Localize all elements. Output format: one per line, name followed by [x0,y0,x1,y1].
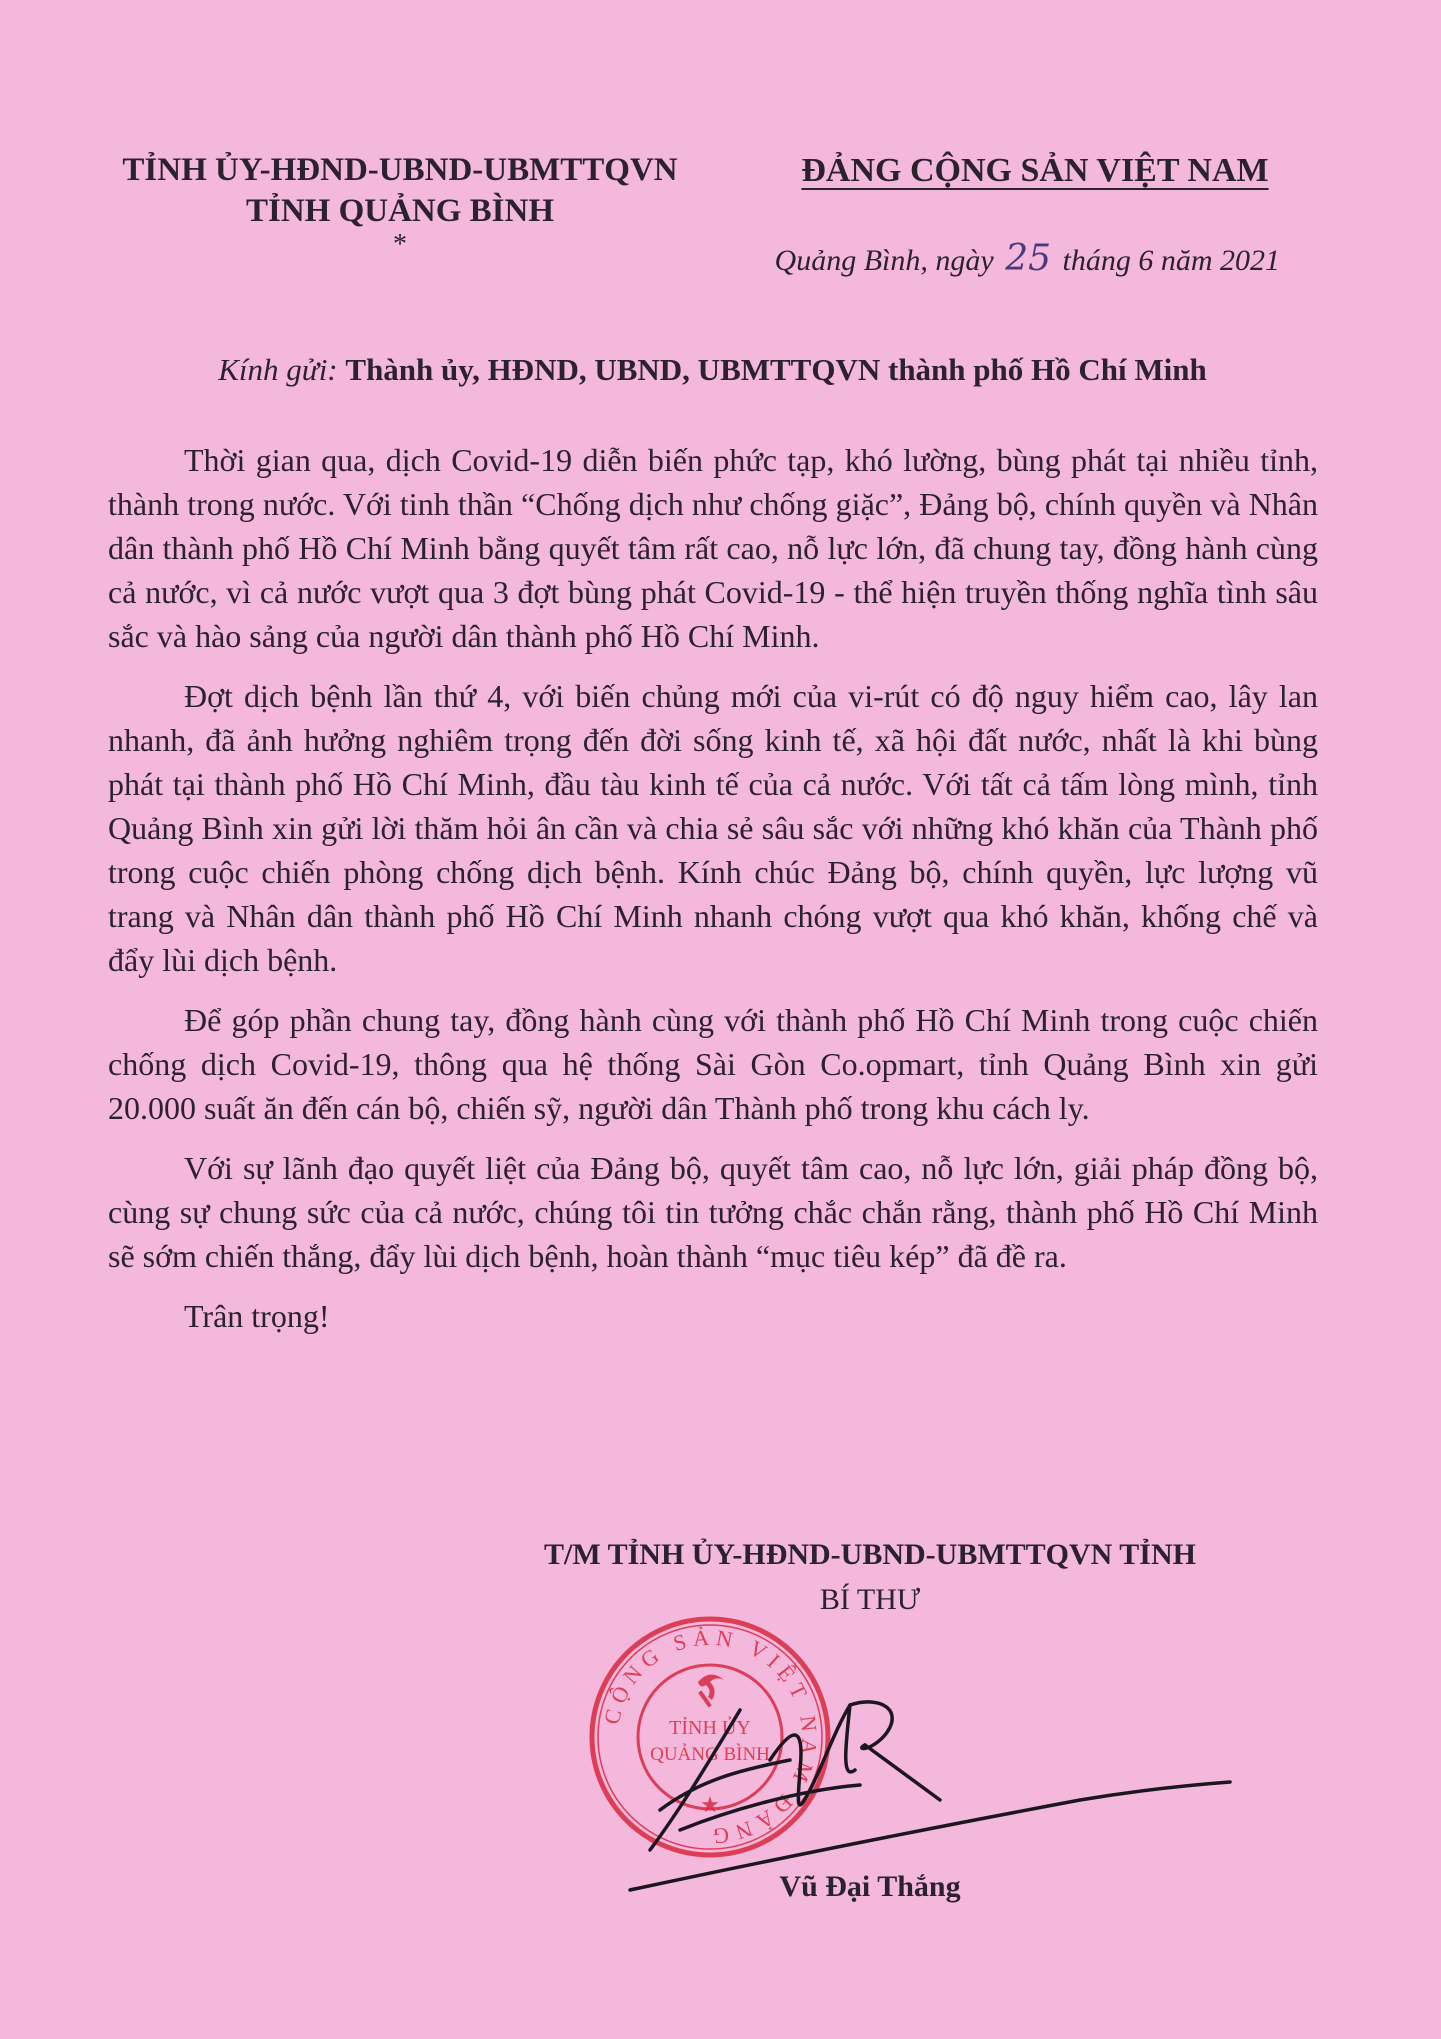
party-header [775,150,1295,191]
recipient-label: Kính gửi: [218,352,338,387]
paragraph-2: Đợt dịch bệnh lần thứ 4, với biến chủng mới của vi-rút có độ nguy hiểm cao, lây lan nhanh, đã ảnh hưởng nghiêm trọng đến đời sống kinh tế, xã hội đất nước, nhất là khi bùng phát tại thành phố Hồ Chí Minh, đầu tàu kinh tế của cả nước. Với tất cả tấm lòng mình, tỉnh Quảng Bình xin gửi lời thăm hỏi ân cần và chia sẻ sâu sắc với những khó khăn của Thành phố trong cuộc chiến phòng chống dịch bệnh. Kính chúc Đảng bộ, chính quyền, lực lượng vũ trang và Nhân dân thành phố Hồ Chí Minh nhanh chóng vượt qua khó khăn, khống chế và đẩy lùi dịch bệnh. [108,678,1318,978]
date-day: 25 [1005,238,1051,279]
party-title: ĐẢNG CỘNG SẢN VIỆT NAM [801,152,1269,189]
seal-ring-text: CỘNG SẢN VIỆT NAM ĐẢNG [598,1624,823,1850]
closing-line: Trân trọng! [184,1298,330,1334]
seal-center-line-1: TỈNH ỦY [669,1717,751,1739]
issuer-line-2: TỈNH QUẢNG BÌNH [245,193,555,229]
date-prefix: Quảng Bình, ngày [774,244,994,277]
date-line [660,238,1280,279]
paragraph-3: Để góp phần chung tay, đồng hành cùng với thành phố Hồ Chí Minh trong cuộc chiến chống dịch Covid-19, thông qua hệ thống Sài Gòn Co.opmart, tỉnh Quảng Bình xin gửi 20.000 suất ăn đến cán bộ, chiến sỹ, người dân Thành phố trong khu cách ly. [108,1002,1318,1126]
letter-body [108,438,1318,1354]
signature-title: BÍ THƯ [819,1583,921,1616]
signature-organization: T/M TỈNH ỦY-HĐND-UBND-UBMTTQVN TỈNH [543,1538,1196,1571]
paragraph-1: Thời gian qua, dịch Covid-19 diễn biến phức tạp, khó lường, bùng phát tại nhiều tỉnh, thành trong nước. Với tinh thần “Chống dịch như chống giặc”, Đảng bộ, chính quyền và Nhân dân thành phố Hồ Chí Minh bằng quyết tâm rất cao, nỗ lực lớn, đã chung tay, đồng hành cùng cả nước, vì cả nước vượt qua 3 đợt bùng phát Covid-19 - thể hiện truyền thống nghĩa tình sâu sắc và hào sảng của người dân thành phố Hồ Chí Minh. [108,442,1318,654]
issuer-header [100,150,700,258]
seal-center-line-2: QUẢNG BÌNH [650,1744,770,1765]
recipient-line [100,352,1325,388]
signer-name: Vũ Đại Thắng [779,1870,961,1903]
paragraph-4: Với sự lãnh đạo quyết liệt của Đảng bộ, quyết tâm cao, nỗ lực lớn, giải pháp đồng bộ, cùng sự chung sức của cả nước, chúng tôi tin tưởng chắc chắn rằng, thành phố Hồ Chí Minh sẽ sớm chiến thắng, đẩy lùi dịch bệnh, hoàn thành “mục tiêu kép” đã đề ra. [108,1150,1318,1274]
issuer-star: * [393,229,407,260]
date-suffix: tháng 6 năm 2021 [1062,244,1280,277]
seal-star-icon: ★ [700,1793,720,1818]
issuer-line-1: TỈNH ỦY-HĐND-UBND-UBMTTQVN [122,152,678,188]
recipient-value: Thành ủy, HĐND, UBND, UBMTTQVN thành phố Hồ Chí Minh [345,352,1207,387]
